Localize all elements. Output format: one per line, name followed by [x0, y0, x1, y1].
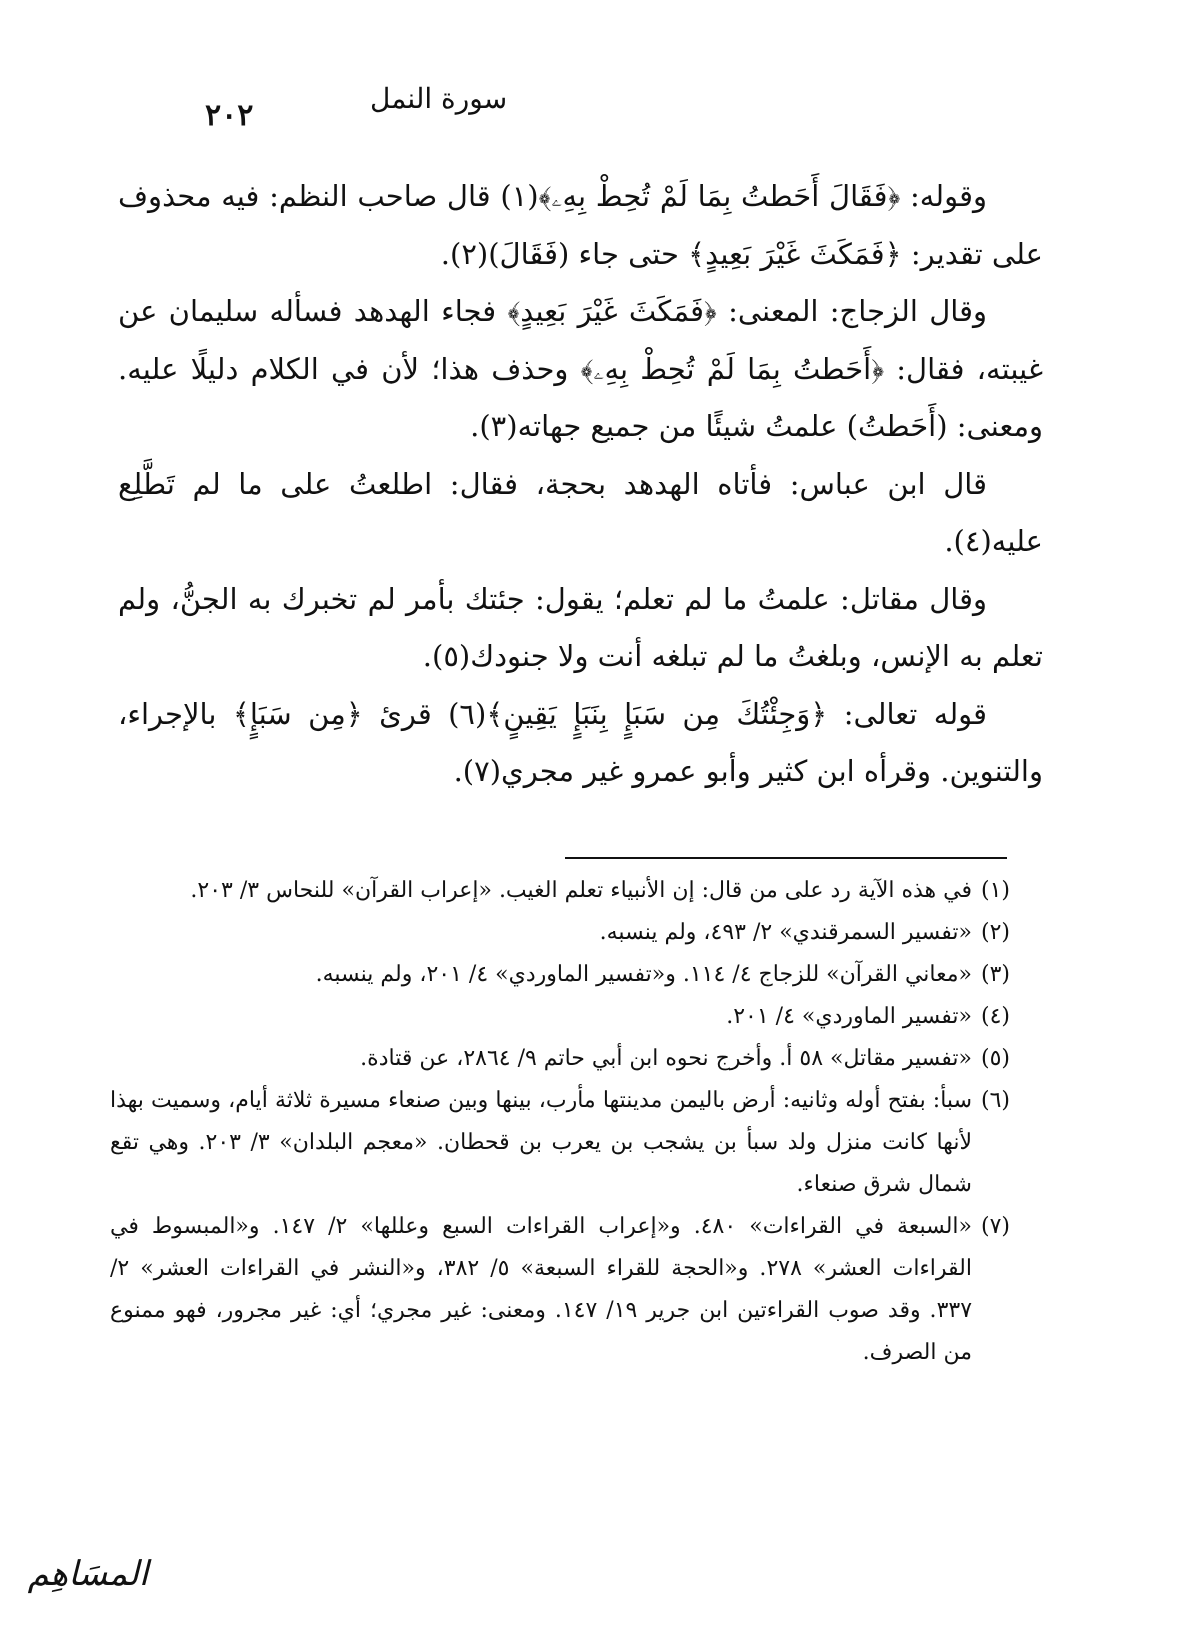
footnote-number: (٤) — [980, 1004, 1010, 1029]
footnote-6 — [110, 1080, 1010, 1206]
footnote-text: «تفسير مقاتل» ٥٨ أ. وأخرج نحوه ابن أبي حاتم ٩/ ٢٨٦٤، عن قتادة. — [360, 1046, 972, 1071]
paragraph-2: وقال الزجاج: المعنى: ﴿فَمَكَثَ غَيْرَ بَعِيدٍ﴾ فجاء الهدهد فسأله سليمان عن غيبته، فقال: ﴿أَحَطتُ بِمَا لَمْ تُحِطْ بِهِۦ﴾ وحذف هذا؛ لأن في الكلام دليلًا عليه. ومعنى: (أَحَطتُ) علمتُ شيئًا من جميع جهاته(٣). — [118, 294, 1043, 443]
footnote-2 — [110, 912, 1010, 954]
footnote-5 — [110, 1038, 1010, 1080]
paragraph-4: وقال مقاتل: علمتُ ما لم تعلم؛ يقول: جئتك بأمر لم تخبرك به الجنُّ، ولم تعلم به الإنس، وبلغتُ ما لم تبلغه أنت ولا جنودك(٥). — [118, 581, 1043, 673]
footnote-text: «تفسير الماوردي» ٤/ ٢٠١. — [726, 1004, 972, 1029]
footnote-text: سبأ: بفتح أوله وثانيه: أرض باليمن مدينتها مأرب، بينها وبين صنعاء مسيرة ثلاثة أيام، وسميت بهذا لأنها كانت منزل ولد سبأ بن يشجب بن يعرب بن قحطان. «معجم البلدان» ٣/ ٢٠٣. وهي تقع شمال شرق صنعاء. — [110, 1088, 972, 1197]
paragraph-1: وقوله: ﴿فَقَالَ أَحَطتُ بِمَا لَمْ تُحِطْ بِهِۦ﴾(١) قال صاحب النظم: فيه محذوف على تقدير: ﴿فَمَكَثَ غَيْرَ بَعِيدٍ﴾ حتى جاء (فَقَالَ)(٢). — [118, 179, 1043, 271]
footnote-number: (١) — [980, 878, 1010, 903]
footnote-number: (٧) — [980, 1214, 1010, 1239]
footnote-number: (٦) — [980, 1088, 1010, 1113]
surah-title: سورة النمل — [370, 82, 508, 115]
footnote-text: «معاني القرآن» للزجاج ٤/ ١١٤. و«تفسير الماوردي» ٤/ ٢٠١، ولم ينسبه. — [315, 962, 972, 987]
main-text — [118, 168, 1043, 801]
footnote-number: (٥) — [980, 1046, 1010, 1071]
footnote-3 — [110, 954, 1010, 996]
logo-text: المسَاهِم — [27, 1554, 149, 1594]
footnotes — [110, 870, 1010, 1374]
footnote-text: «تفسير السمرقندي» ٢/ ٤٩٣، ولم ينسبه. — [599, 920, 972, 945]
footnote-1 — [110, 870, 1010, 912]
page-number: ٢٠٢ — [205, 98, 254, 133]
paragraph-3: قال ابن عباس: فأتاه الهدهد بحجة، فقال: اطلعتُ على ما لم تَطَّلِع عليه(٤). — [118, 466, 1043, 558]
paragraph-5: قوله تعالى: ﴿وَجِئْتُكَ مِن سَبَإٍ بِنَبَإٍ يَقِينٍ﴾(٦) قرئ ﴿مِن سَبَإٍ﴾ بالإجراء، والتنوين. وقرأه ابن كثير وأبو عمرو غير مجري(٧). — [118, 696, 1043, 788]
footnote-divider — [565, 857, 1007, 859]
footnote-number: (٣) — [980, 962, 1010, 987]
footnote-7 — [110, 1206, 1010, 1374]
footnote-text: «السبعة في القراءات» ٤٨٠. و«إعراب القراءات السبع وعللها» ٢/ ١٤٧. و«المبسوط في القراءات العشر» ٢٧٨. و«الحجة للقراء السبعة» ٥/ ٣٨٢، و«النشر في القراءات العشر» ٢/ ٣٣٧. وقد صوب القراءتين ابن جرير ١٩/ ١٤٧. ومعنى: غير مجري؛ أي: غير مجرور، فهو ممنوع من الصرف. — [110, 1214, 973, 1365]
publisher-logo — [8, 1554, 168, 1634]
footnote-text: في هذه الآية رد على من قال: إن الأنبياء تعلم الغيب. «إعراب القرآن» للنحاس ٣/ ٢٠٣. — [190, 878, 972, 903]
page-header — [160, 78, 1040, 138]
footnote-number: (٢) — [980, 920, 1010, 945]
footnote-4 — [110, 996, 1010, 1038]
